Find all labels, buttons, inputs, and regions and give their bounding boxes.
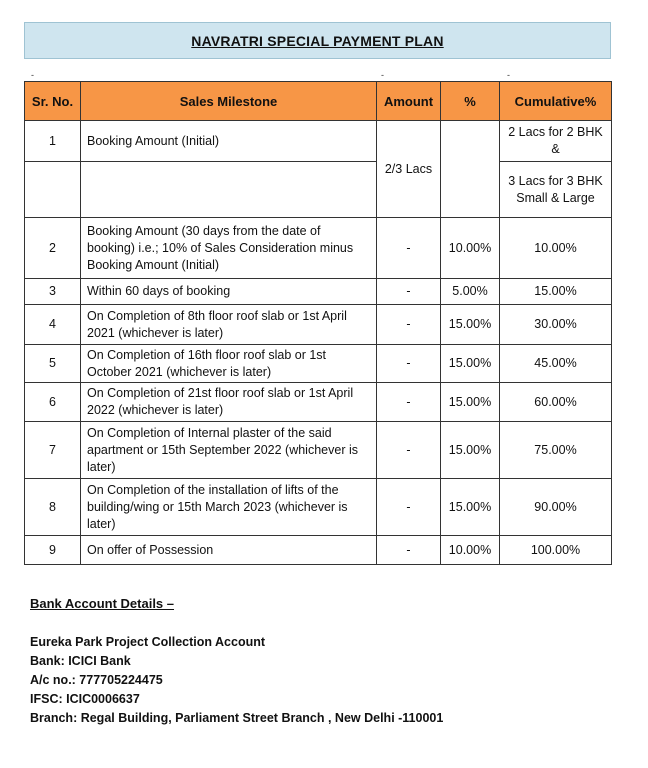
row-sr-no: 1	[25, 121, 81, 162]
row-cumulative: 90.00%	[500, 479, 612, 536]
tick-mark: -	[507, 70, 510, 80]
row-sr-no: 5	[25, 345, 81, 383]
table-row	[25, 279, 612, 305]
row-sr-no: 3	[25, 279, 81, 305]
row-sr-no: 8	[25, 479, 81, 536]
row-percent: 15.00%	[441, 305, 500, 345]
row-milestone: On Completion of the installation of lifts of the building/wing or 15th March 2023 (whichever is later)	[81, 479, 377, 536]
row-cumulative: 60.00%	[500, 383, 612, 422]
title-banner	[24, 22, 611, 59]
row-amount: -	[377, 305, 441, 345]
header-cumulative: Cumulative%	[500, 82, 612, 121]
table-row	[25, 479, 612, 536]
row-milestone: Booking Amount (Initial)	[81, 121, 377, 162]
row-amount: -	[377, 345, 441, 383]
row-cumulative: 15.00%	[500, 279, 612, 305]
row-cumulative: 75.00%	[500, 422, 612, 479]
bank-details-heading: Bank Account Details –	[30, 596, 175, 611]
row-amount: 2/3 Lacs	[377, 121, 441, 218]
row-sr-no-empty	[25, 162, 81, 218]
row-cumulative: 45.00%	[500, 345, 612, 383]
row-amount: -	[377, 536, 441, 565]
bank-account-name: Eureka Park Project Collection Account	[30, 635, 266, 649]
row-milestone: On Completion of Internal plaster of the said apartment or 15th September 2022 (whichever is later)	[81, 422, 377, 479]
table-row	[25, 422, 612, 479]
payment-plan-table	[24, 81, 612, 565]
table-row	[25, 536, 612, 565]
header-sr-no: Sr. No.	[25, 82, 81, 121]
bank-account-number: A/c no.: 777705224475	[30, 673, 163, 687]
row-amount: -	[377, 479, 441, 536]
row-milestone-empty	[81, 162, 377, 218]
table-row	[25, 305, 612, 345]
page-title: NAVRATRI SPECIAL PAYMENT PLAN	[191, 32, 444, 49]
row-cumulative: 100.00%	[500, 536, 612, 565]
row-cumulative-2bhk: 2 Lacs for 2 BHK &	[500, 121, 612, 162]
header-sales-milestone: Sales Milestone	[81, 82, 377, 121]
table-header-row	[25, 82, 612, 121]
row-milestone: On Completion of 21st floor roof slab or 1st April 2022 (whichever is later)	[81, 383, 377, 422]
row-cumulative: 30.00%	[500, 305, 612, 345]
bank-ifsc: IFSC: ICIC0006637	[30, 692, 140, 706]
row-sr-no: 2	[25, 218, 81, 279]
table-row	[25, 345, 612, 383]
header-amount: Amount	[377, 82, 441, 121]
row-amount: -	[377, 279, 441, 305]
table-row	[25, 121, 612, 162]
row-milestone: Within 60 days of booking	[81, 279, 377, 305]
row-cumulative: 10.00%	[500, 218, 612, 279]
row-percent: 10.00%	[441, 536, 500, 565]
bank-account-details	[30, 596, 443, 728]
table-row	[25, 218, 612, 279]
table-row	[25, 383, 612, 422]
row-milestone: On offer of Possession	[81, 536, 377, 565]
bank-name: Bank: ICICI Bank	[30, 654, 131, 668]
row-percent-empty	[441, 121, 500, 218]
header-percent: %	[441, 82, 500, 121]
row-amount: -	[377, 218, 441, 279]
row-milestone: On Completion of 16th floor roof slab or 1st October 2021 (whichever is later)	[81, 345, 377, 383]
row-sr-no: 6	[25, 383, 81, 422]
tick-mark: -	[381, 70, 384, 80]
row-amount: -	[377, 422, 441, 479]
row-milestone: Booking Amount (30 days from the date of booking) i.e.; 10% of Sales Consideration minus Booking Amount (Initial)	[81, 218, 377, 279]
row-percent: 10.00%	[441, 218, 500, 279]
bank-branch: Branch: Regal Building, Parliament Street Branch , New Delhi -110001	[30, 711, 444, 725]
row-milestone: On Completion of 8th floor roof slab or 1st April 2021 (whichever is later)	[81, 305, 377, 345]
row-percent: 5.00%	[441, 279, 500, 305]
row-sr-no: 4	[25, 305, 81, 345]
row-percent: 15.00%	[441, 345, 500, 383]
row-cumulative-3bhk: 3 Lacs for 3 BHK Small & Large	[500, 162, 612, 218]
tick-mark: -	[31, 70, 34, 80]
row-sr-no: 9	[25, 536, 81, 565]
row-percent: 15.00%	[441, 383, 500, 422]
row-amount: -	[377, 383, 441, 422]
row-sr-no: 7	[25, 422, 81, 479]
table-row	[25, 162, 612, 218]
row-percent: 15.00%	[441, 422, 500, 479]
row-percent: 15.00%	[441, 479, 500, 536]
